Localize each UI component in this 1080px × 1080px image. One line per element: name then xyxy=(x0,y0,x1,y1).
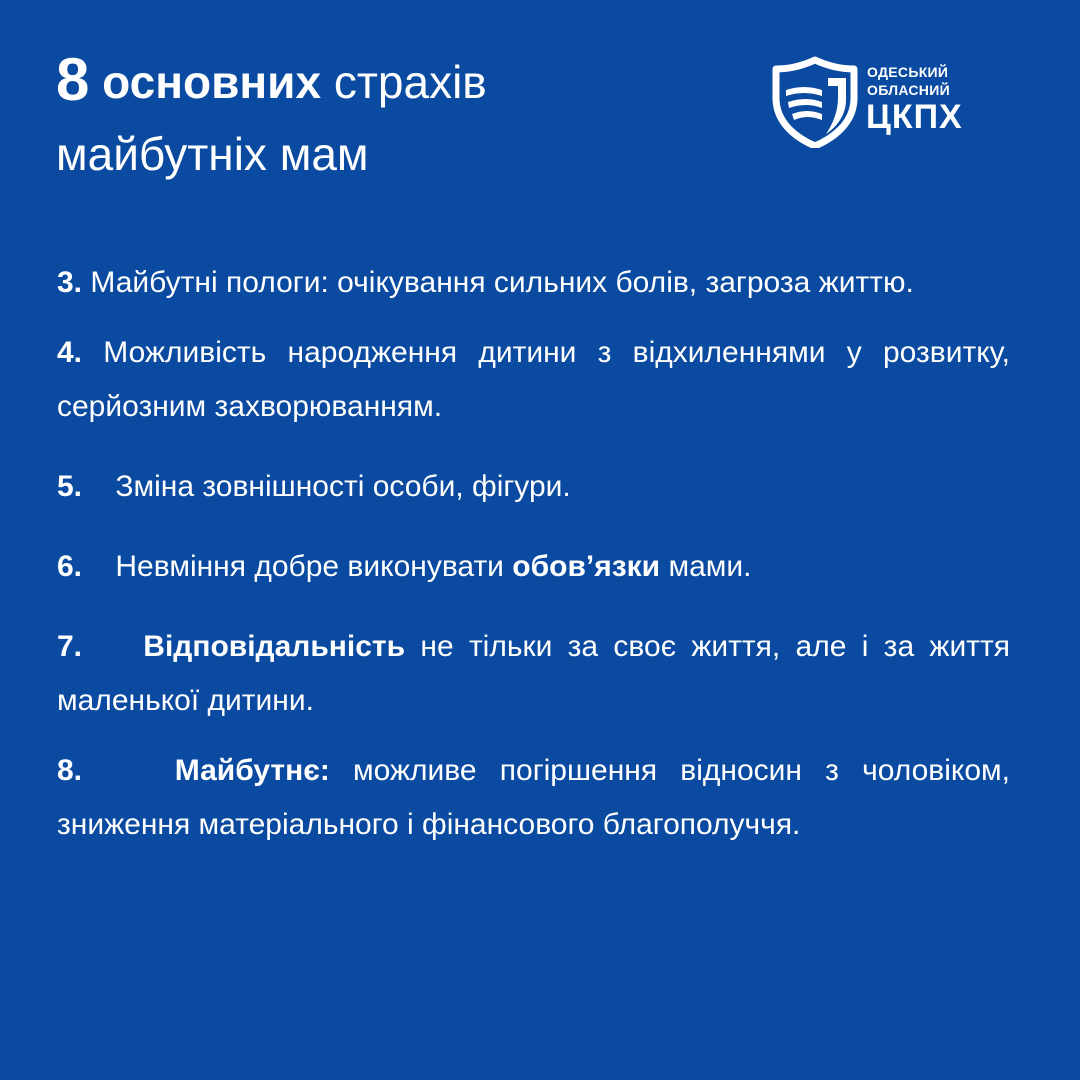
item-number: 6. xyxy=(57,550,83,583)
list-item-5 xyxy=(57,460,1010,514)
list-item-8 xyxy=(57,744,1010,852)
shield-emblem-icon xyxy=(772,56,858,148)
logo-text-line-1: ОДЕСЬКИЙ xyxy=(867,64,949,80)
title-line-1 xyxy=(56,44,696,118)
item-number: 8. xyxy=(57,754,83,787)
item-number: 3. xyxy=(57,266,83,299)
fears-list xyxy=(57,256,1010,852)
item-bold-word: обов’язки xyxy=(512,550,661,583)
item-text: Можливість народження дитини з відхиленнями у розвитку, серйозним захворюванням. xyxy=(57,336,1010,423)
title-number: 8 xyxy=(56,46,90,113)
logo-text-line-2: ОБЛАСНИЙ xyxy=(867,82,950,98)
logo-text-line-3: ЦКПХ xyxy=(866,98,963,136)
item-text: можливе погіршення відносин з чоловіком, зниження матеріального і фінансового благополуччя. xyxy=(57,754,1010,841)
item-bold-word: Майбутнє: xyxy=(174,754,330,787)
page-title xyxy=(56,44,696,190)
item-bold-word: Відповідальність xyxy=(143,630,406,663)
title-rest: страхів xyxy=(333,56,487,108)
title-line-2: майбутніх мам xyxy=(56,128,369,180)
item-text-after: мами. xyxy=(668,550,752,583)
title-bold-word: основних xyxy=(102,56,322,108)
list-item-4 xyxy=(57,326,1010,434)
item-text: Майбутні пологи: очікування сильних болів, загроза життю. xyxy=(90,266,914,299)
item-text: не тільки за своє життя, але і за життя маленької дитини. xyxy=(57,630,1010,717)
item-text: Зміна зовнішності особи, фігури. xyxy=(115,470,571,503)
list-item-6 xyxy=(57,540,1010,594)
item-number: 4. xyxy=(57,336,83,369)
item-number: 5. xyxy=(57,470,83,503)
item-number: 7. xyxy=(57,630,83,663)
list-item-3 xyxy=(57,256,1010,310)
item-text-before: Невміння добре виконувати xyxy=(115,550,504,583)
list-item-7 xyxy=(57,620,1010,728)
organization-logo xyxy=(772,52,992,148)
